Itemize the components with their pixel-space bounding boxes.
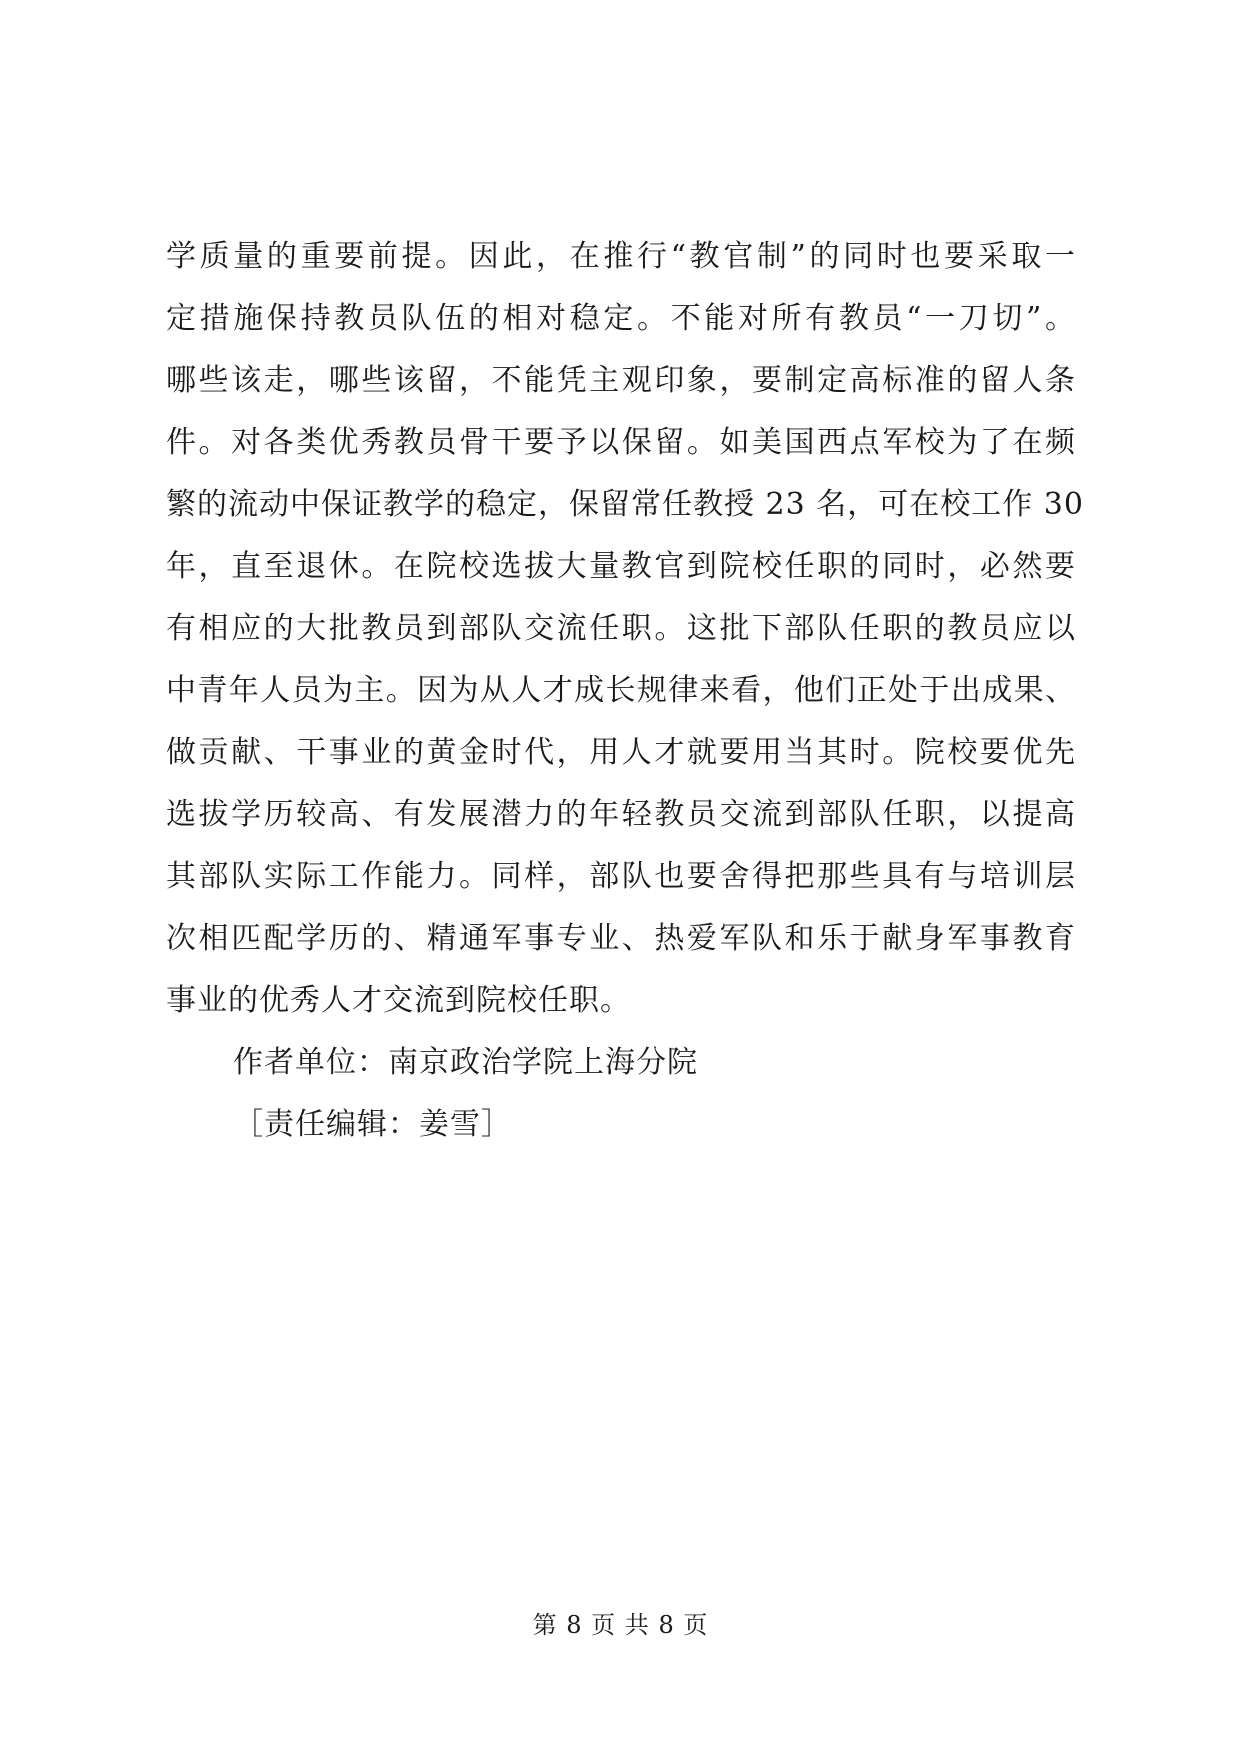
paragraph-line: 繁的流动中保证教学的稳定，保留常任教授 23 名，可在校工作 30	[166, 487, 1084, 522]
responsible-editor	[233, 1094, 933, 1156]
paragraph-line: 学质量的重要前提。因此，在推行“教官制”的同时也要采取一	[166, 239, 1076, 274]
page-number-footer: 第 8 页 共 8 页	[532, 1611, 709, 1639]
author-unit-text: 作者单位：南京政治学院上海分院	[233, 1045, 698, 1080]
paragraph-line: 其部队实际工作能力。同样，部队也要舍得把那些具有与培训层	[166, 859, 1076, 894]
paragraph-line: 年，直至退休。在院校选拔大量教官到院校任职的同时，必然要	[166, 549, 1076, 584]
paragraph-line: 做贡献、干事业的黄金时代，用人才就要用当其时。院校要优先	[166, 735, 1076, 770]
responsible-editor-text: ［责任编辑：姜雪］	[233, 1107, 512, 1142]
paragraph-line: 定措施保持教员队伍的相对稳定。不能对所有教员“一刀切”。	[166, 301, 1076, 336]
paragraph-line: 哪些该走，哪些该留，不能凭主观印象，要制定高标准的留人条	[166, 363, 1076, 398]
author-unit	[233, 1032, 933, 1094]
body-paragraph	[166, 226, 1084, 1032]
paragraph-line: 中青年人员为主。因为从人才成长规律来看，他们正处于出成果、	[166, 673, 1076, 708]
paragraph-line: 选拔学历较高、有发展潜力的年轻教员交流到部队任职，以提高	[166, 797, 1076, 832]
paragraph-line: 事业的优秀人才交流到院校任职。	[166, 983, 631, 1018]
paragraph-line: 件。对各类优秀教员骨干要予以保留。如美国西点军校为了在频	[166, 425, 1076, 460]
paragraph-line: 有相应的大批教员到部队交流任职。这批下部队任职的教员应以	[166, 611, 1076, 646]
paragraph-line: 次相匹配学历的、精通军事专业、热爱军队和乐于献身军事教育	[166, 921, 1076, 956]
